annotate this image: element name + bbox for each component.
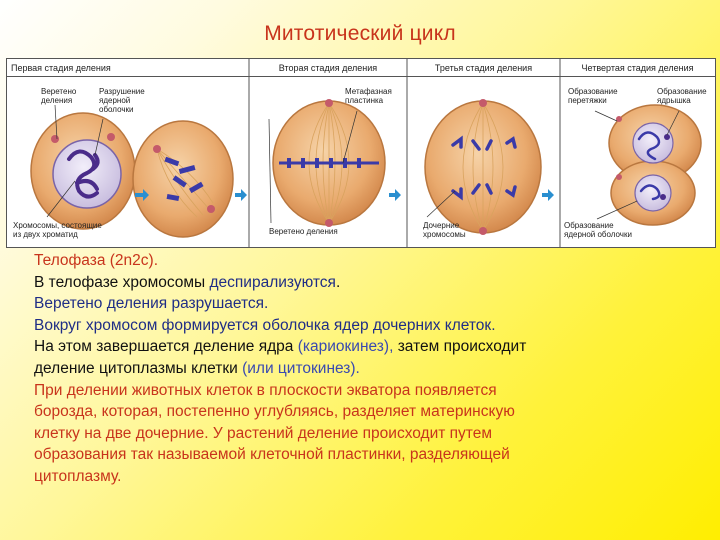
text-line-5-a: На этом завершается деление ядра xyxy=(34,338,298,356)
stage-3-header: Третья стадия деления xyxy=(407,59,560,77)
text-line-6-b: (или цитокинез). xyxy=(242,359,360,377)
label-daughter-chromosomes: Дочерние хромосомы xyxy=(423,221,466,239)
text-line-5 xyxy=(34,336,684,358)
para-line: При делении животных клеток в плоскости экватора появляется xyxy=(34,381,497,399)
text-line-2-a: В телофазе хромосомы xyxy=(34,273,210,291)
stage-2-header: Вторая стадия деления xyxy=(249,59,407,77)
text-line-3: Веретено деления разрушается. xyxy=(34,295,269,313)
prometaphase-cell xyxy=(133,121,233,237)
para-line: цитоплазму. xyxy=(34,467,122,485)
arrow-icon xyxy=(235,189,247,201)
text-line-2-b: деспирализуются xyxy=(209,273,336,291)
mitosis-figure xyxy=(6,58,716,248)
text-line-6 xyxy=(34,358,684,380)
metaphase-cell xyxy=(269,99,385,227)
label-constriction: Образование перетяжки xyxy=(568,87,618,105)
text-line-2 xyxy=(34,272,684,294)
label-nucleolus: Образование ядрышка xyxy=(657,87,707,105)
text-line-5-c: затем происходит xyxy=(393,338,527,356)
arrow-icon xyxy=(389,189,401,201)
label-nuclear-breakdown: Разрушение ядерной оболочки xyxy=(99,87,145,114)
para-line: борозда, которая, постепенно углубляясь, разделяет материнскую xyxy=(34,403,515,421)
para-line: образования так называемой клеточной пластинки, разделяющей xyxy=(34,446,510,464)
stage-4-header: Четвертая стадия деления xyxy=(560,59,715,77)
text-line-5-b: (кариокинез), xyxy=(297,338,394,356)
text-line-4: Вокруг хромосом формируется оболочка ядер дочерних клеток. xyxy=(34,316,496,334)
arrow-icon xyxy=(542,189,554,201)
label-nuclear-envelope: Образование ядерной оболочки xyxy=(564,221,632,239)
prophase-cell xyxy=(31,113,135,229)
stage-1-header: Первая стадия деления xyxy=(7,59,249,77)
text-block xyxy=(34,250,684,488)
label-spindle: Веретено деления xyxy=(41,87,77,105)
anaphase-cell xyxy=(425,99,541,235)
telophase-heading: Телофаза (2n2c). xyxy=(34,252,159,269)
label-chromosomes-two-chromatids: Хромосомы, состоящие из двух хроматид xyxy=(13,221,102,239)
label-spindle-bottom: Веретено деления xyxy=(269,227,338,236)
slide-title: Митотический цикл xyxy=(264,22,456,45)
text-line-6-a: деление цитоплазмы клетки xyxy=(34,359,243,377)
telophase-cells xyxy=(609,105,701,225)
label-metaphase-plate: Метафазная пластинка xyxy=(345,87,392,105)
para-line: клетку на две дочерние. У растений деление происходит путем xyxy=(34,424,493,442)
text-line-2-c: . xyxy=(335,273,341,291)
